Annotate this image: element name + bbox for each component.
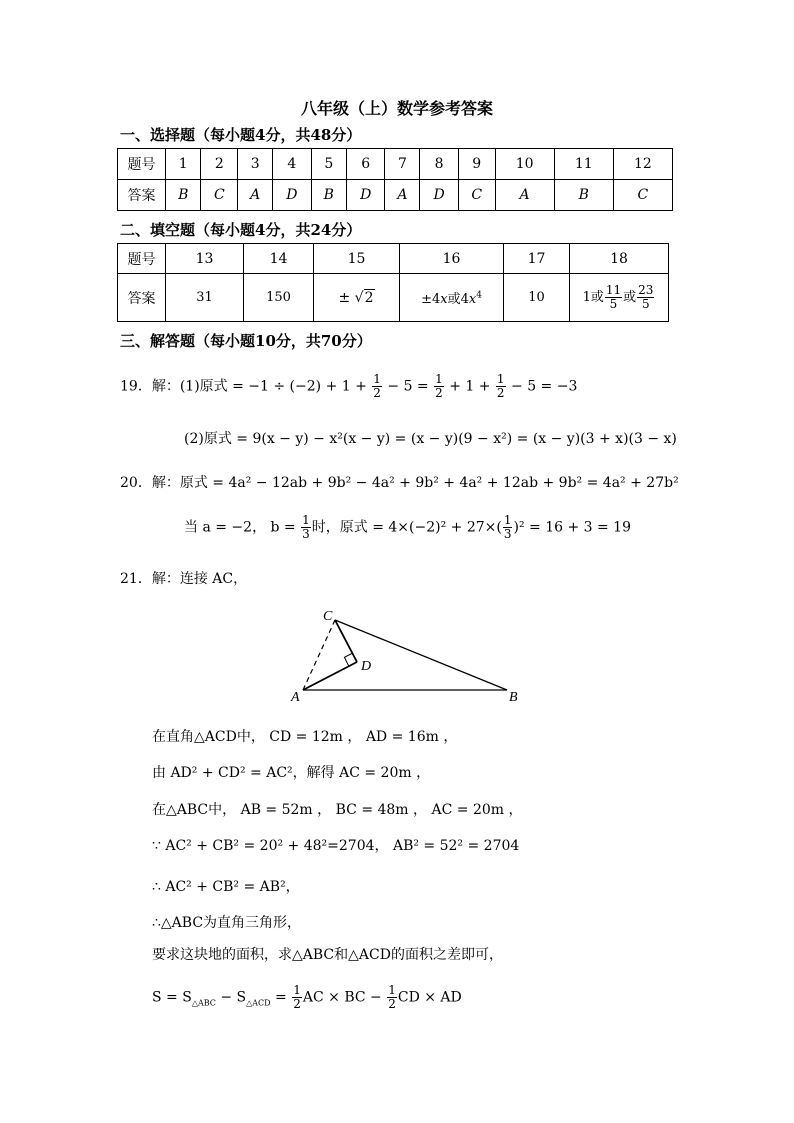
answer-cell: A (385, 180, 420, 211)
q21-line3: 在△ABC中， AB = 52m ， BC = 48m ， AC = 20m ， (152, 802, 523, 818)
fraction (496, 373, 506, 400)
numerator: 1 (496, 372, 505, 386)
label-a: A (291, 690, 300, 705)
q21-line8 (152, 984, 462, 1011)
answer-variable: x (440, 292, 448, 307)
subscript: △ACD (246, 998, 271, 1008)
q19-line1 (120, 373, 577, 400)
question-number: 13 (166, 244, 244, 274)
numerator: 1 (293, 983, 301, 997)
denominator: 2 (435, 386, 443, 400)
numerator: 1 (388, 983, 396, 997)
question-number: 9 (458, 149, 495, 180)
q19-line2: (2)原式 = 9(x − y) − x²(x − y) = (x − y)(9 − x²) = (x − y)(3 + x)(3 − x) (184, 431, 677, 447)
expr-part: 当 a = −2， b = (184, 519, 301, 536)
q20-label: 20．解： (120, 475, 180, 491)
expr-part: − 5 = (382, 378, 434, 395)
denominator: 5 (641, 297, 650, 311)
q21-line4: ∵ AC² + CB² = 20² + 48²=2704， AB² = 52² = 2704 (152, 838, 520, 854)
page-title: 八年级（上）数学参考答案 (300, 99, 493, 118)
answer-cell: C (458, 180, 495, 211)
denominator: 2 (388, 997, 396, 1011)
answer-cell: A (238, 180, 273, 211)
numerator: 1 (435, 372, 443, 386)
sqrt-sign: √ (354, 289, 364, 306)
q19-label: 19．解： (120, 378, 180, 395)
subscript: △ABC (191, 998, 216, 1008)
expr-part: − 5 = −3 (506, 378, 578, 395)
q20-line2 (184, 514, 631, 541)
question-number: 5 (311, 149, 346, 180)
fraction (605, 284, 622, 311)
question-number: 16 (400, 244, 504, 274)
section3-heading: 三、解答题（每小题10分，共70分） (120, 332, 372, 350)
q21-line6: ∴△ABC为直角三角形， (152, 915, 302, 931)
answer-part: 或 (623, 290, 637, 305)
question-number: 14 (244, 244, 314, 274)
section2-heading: 二、填空题（每小题4分，共24分） (120, 221, 362, 239)
answer-cell: D (347, 180, 385, 211)
question-number: 10 (495, 149, 554, 180)
exponent: 4 (476, 290, 482, 301)
denominator: 2 (293, 997, 301, 1011)
answer-cell (400, 274, 504, 322)
numerator: 1 (373, 372, 381, 386)
segment-cd (335, 620, 357, 662)
answer-cell (314, 274, 400, 322)
question-number: 4 (273, 149, 311, 180)
question-number: 3 (238, 149, 273, 180)
denominator: 3 (302, 527, 310, 541)
label-c: C (323, 609, 333, 624)
fraction (301, 514, 311, 541)
expr-part: (1)原式 = −1 ÷ (−2) + 1 + (179, 378, 372, 395)
answer-part: 或4 (447, 292, 469, 307)
q21-line2: 由 AD² + CD² = AC²，解得 AC = 20m ， (152, 765, 431, 781)
answer-part: 1或 (582, 290, 604, 305)
expr-part: − S (215, 989, 247, 1006)
expr-part: AC × BC − (302, 989, 387, 1006)
expr-part: 时，原式 = 4×(−2)² + 27×( (311, 519, 502, 536)
expr-part: CD × AD (397, 989, 462, 1006)
triangle-diagram (285, 600, 530, 708)
label-b: B (509, 690, 518, 705)
answer-part: ±4 (421, 292, 441, 307)
answer-cell: B (554, 180, 613, 211)
question-number: 1 (166, 149, 201, 180)
answer-cell (570, 274, 669, 322)
expr-part: )² = 16 + 3 = 19 (513, 519, 631, 536)
answer-cell: 10 (504, 274, 570, 322)
fraction (372, 373, 382, 400)
numerator: 23 (638, 283, 654, 297)
q21-line1: 在直角△ACD中， CD = 12m ， AD = 16m ， (152, 729, 458, 745)
fraction (387, 984, 397, 1011)
answer-cell: B (166, 180, 201, 211)
answer-variable: x (468, 292, 477, 307)
fraction (292, 984, 302, 1011)
q20-line1 (120, 472, 679, 492)
answer-cell: B (311, 180, 346, 211)
question-number: 8 (420, 149, 458, 180)
denominator: 2 (373, 386, 381, 400)
fill-answer-table (117, 243, 669, 322)
numerator: 1 (503, 513, 512, 527)
table-row-label: 题号 (118, 149, 166, 180)
numerator: 11 (605, 283, 622, 297)
denominator: 2 (496, 386, 505, 400)
q21-line0: 21．解：连接 AC， (120, 571, 248, 587)
denominator: 3 (503, 527, 512, 541)
answer-cell: D (420, 180, 458, 211)
question-number: 2 (201, 149, 238, 180)
question-number: 6 (347, 149, 385, 180)
denominator: 5 (609, 297, 618, 311)
segment-cb (335, 620, 507, 690)
answer-cell: C (613, 180, 672, 211)
plus-minus: ± (338, 289, 351, 306)
choice-answer-table (117, 148, 673, 211)
question-number: 18 (570, 244, 669, 274)
label-d: D (361, 659, 372, 674)
segment-ac-dashed (303, 620, 335, 690)
question-number: 12 (613, 149, 672, 180)
fraction (434, 373, 444, 400)
answer-cell: D (273, 180, 311, 211)
answer-cell: C (201, 180, 238, 211)
expr-part: S = S (152, 989, 192, 1006)
question-number: 17 (504, 244, 570, 274)
section1-heading: 一、选择题（每小题4分，共48分） (120, 126, 362, 144)
expr-part: = (270, 989, 292, 1006)
answer-cell: A (495, 180, 554, 211)
numerator: 1 (302, 513, 310, 527)
answer-cell: 150 (244, 274, 314, 322)
table-row-label: 题号 (118, 244, 166, 274)
expr-part: 原式 = 4a² − 12ab + 9b² − 4a² + 9b² + 4a² + 12ab + 9b² = 4a² + 27b² (179, 475, 679, 491)
q21-line5: ∴ AC² + CB² = AB²， (152, 879, 300, 895)
table-row-label: 答案 (118, 274, 166, 322)
question-number: 15 (314, 244, 400, 274)
question-number: 11 (554, 149, 613, 180)
question-number: 7 (385, 149, 420, 180)
table-row-label: 答案 (118, 180, 166, 211)
radicand: 2 (364, 289, 374, 306)
expr-part: + 1 + (444, 378, 495, 395)
q21-line7: 要求这块地的面积，求△ABC和△ACD的面积之差即可， (152, 947, 503, 963)
fraction (637, 284, 654, 311)
answer-cell: 31 (166, 274, 244, 322)
fraction (503, 514, 513, 541)
